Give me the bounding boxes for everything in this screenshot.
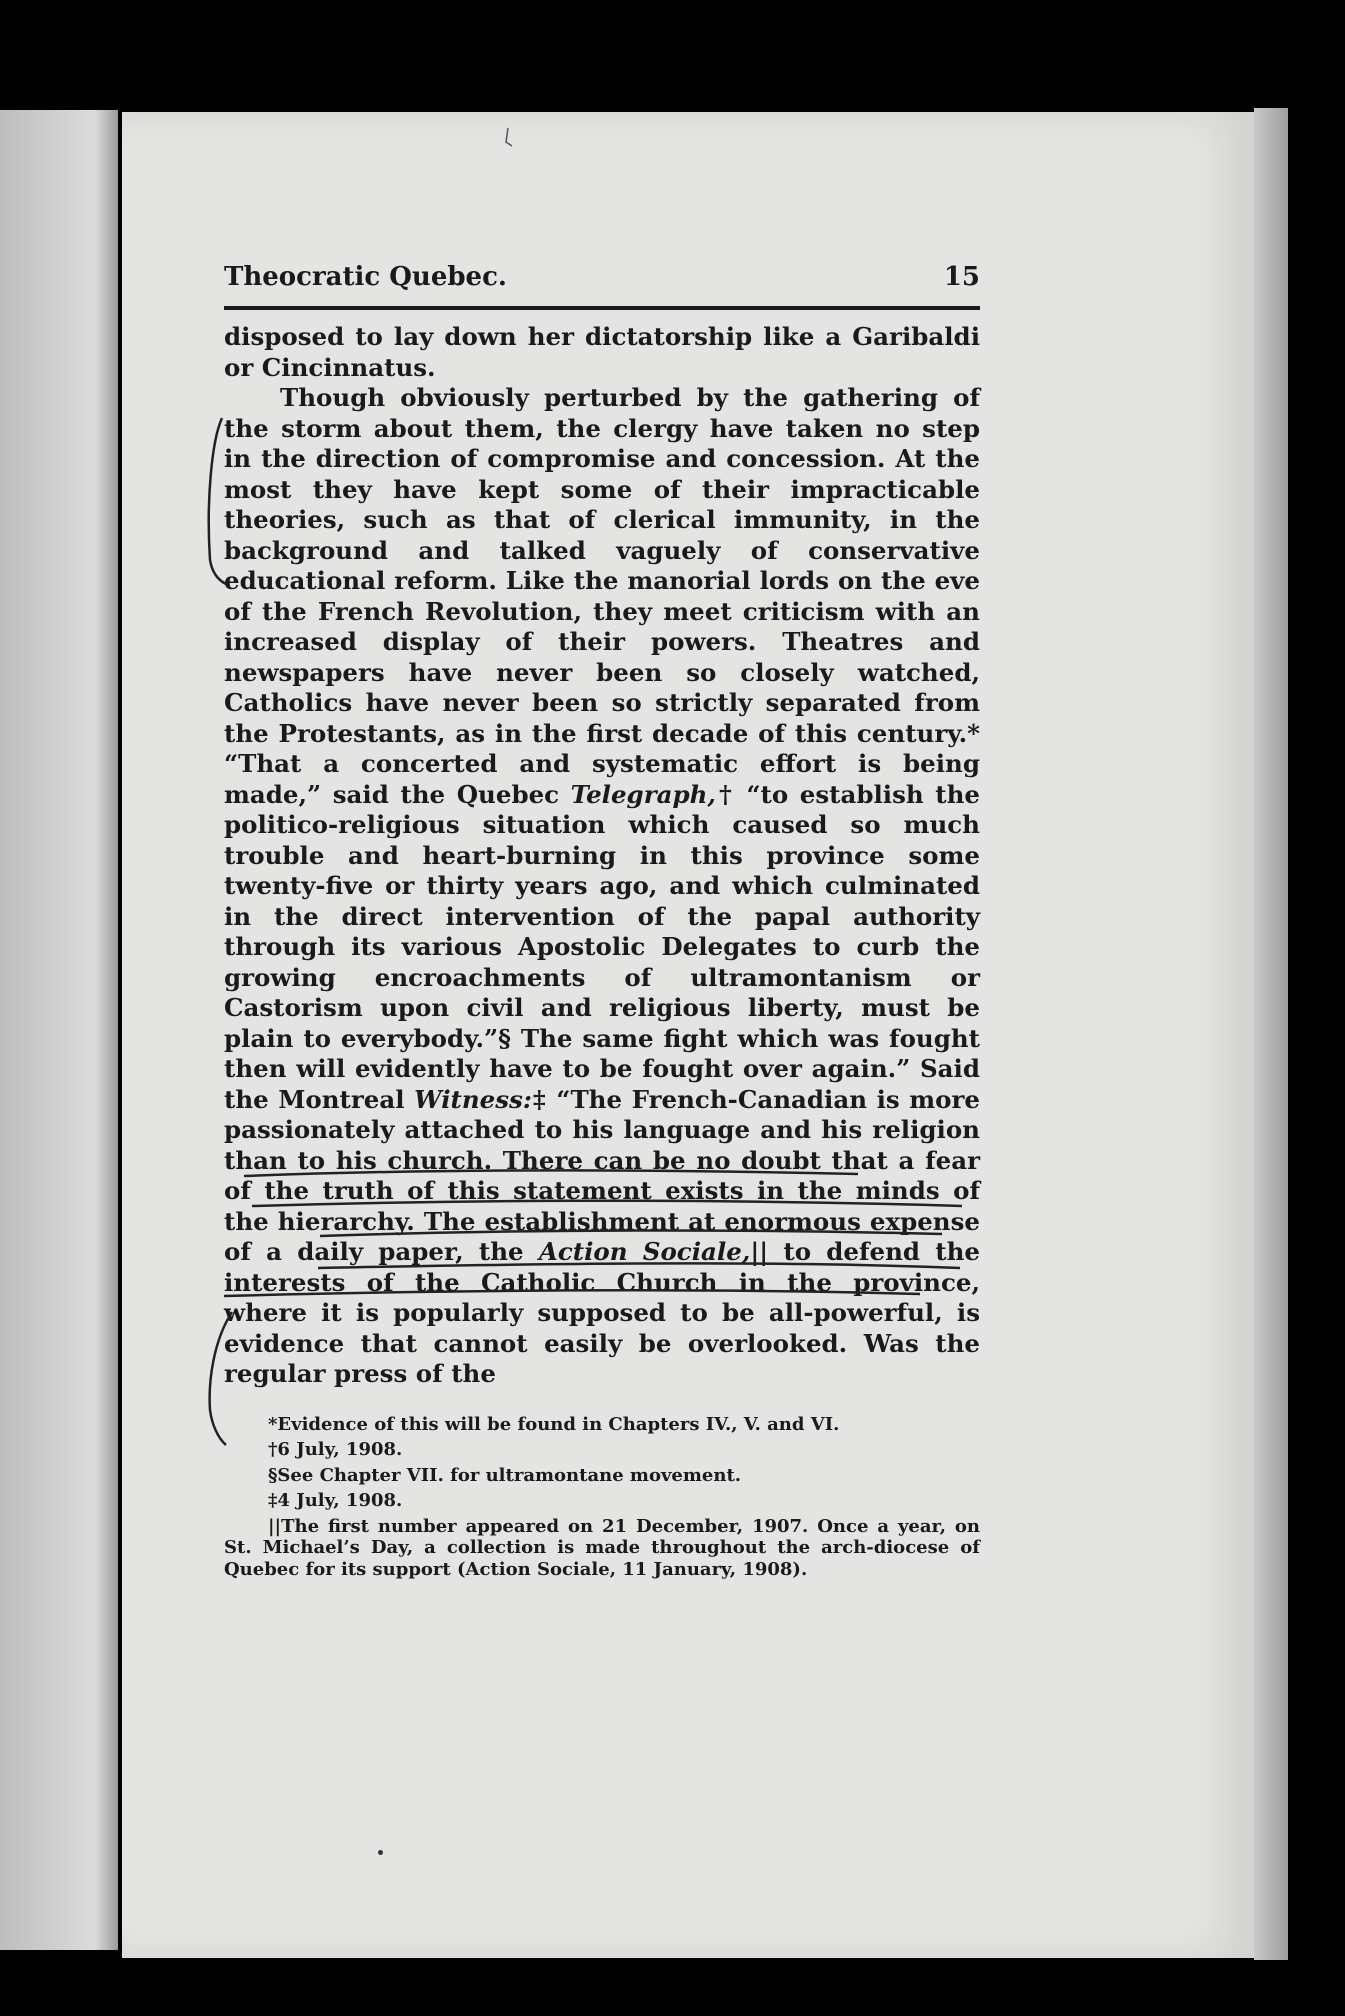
page-content [224, 262, 980, 1584]
footnotes [224, 1414, 980, 1581]
witness-title: Witness: [414, 1084, 532, 1114]
page-number: 15 [943, 262, 980, 292]
left-page-edge [0, 110, 118, 1950]
footnote-4: ‡4 July, 1908. [268, 1490, 403, 1511]
ink-speck [378, 1850, 383, 1855]
paragraph-text-4: || to defend the interests of the Catholic Church in the province, where it is popularly supposed to be all-powerful, is evidence that cannot easily be overlooked. Was the regular press of the [224, 1237, 981, 1388]
footnote-5: ||The first number appeared on 21 December, 1907. Once a year, on St. Michael’s Day, a collection is made throughout the arch-diocese of Quebec for its support (Action Sociale, 11 January, 1908). [224, 1515, 980, 1580]
paragraph-main [224, 383, 980, 1390]
header-rule [224, 306, 980, 310]
footnote-1: *Evidence of this will be found in Chapters IV., V. and VI. [268, 1413, 840, 1435]
footnote-2: †6 July, 1908. [268, 1439, 403, 1460]
paragraph-text-2: † “to establish the politico-religious situation which caused so much trouble and heart-burning in this province some twenty-five or thirty years ago, and which culminated in the direct intervention of the papal authority through its various Apostolic Delegates to curb the growing encroachments of ultramontanism or Castorism upon civil and religious liberty, must be plain to everybody.”§ The same fight which was fought then will evidently have to be fought over again.” Said the Montreal [224, 779, 980, 1114]
body-text [224, 322, 980, 1390]
footnote-3: §See Chapter VII. for ultramontane movement. [268, 1464, 742, 1486]
running-title: Theocratic Quebec. [224, 262, 507, 292]
telegraph-title: Telegraph, [570, 779, 716, 809]
running-head [224, 262, 980, 300]
paragraph-continuation: disposed to lay down her dictatorship like a Garibaldi or Cincinnatus. [224, 322, 980, 382]
page-stack-edge [1254, 108, 1288, 1960]
paragraph-text-1: Though obviously perturbed by the gathering of the storm about them, the clergy have taken no step in the direction of compromise and concession. At the most they have kept some of their impracticable theories, such as that of clerical immunity, in the background and talked vaguely of conservative educational reform. Like the manorial lords on the eve of the French Revolution, they meet criticism with an increased display of their powers. Theatres and newspapers have never been so closely watched, Catholics have never been so strictly separated from the Protestants, as in the first decade of this century.* “That a concerted and systematic effort is being made,” said the Quebec [224, 383, 980, 809]
action-sociale-title: Action Sociale, [538, 1237, 751, 1266]
paragraph-text-3: ‡ “The French-Canadian is more passionately attached to his language and his religion than to his church. There can be no doubt that a fear of the truth of this statement exists in the minds of the hierarchy. The establishment at enormous expense of a daily paper, the [224, 1084, 981, 1266]
